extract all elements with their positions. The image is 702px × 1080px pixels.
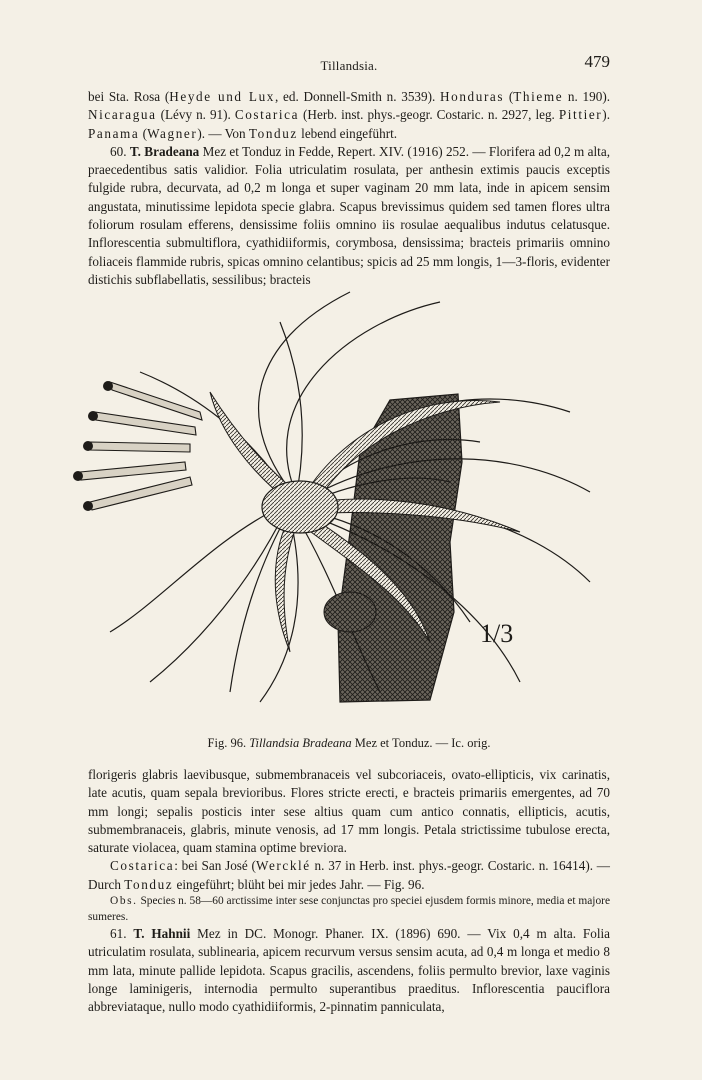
locality-paragraph: Costarica: bei San José (Wercklé n. 37 in Herb. inst. phys.-geogr. Costaric. n. 16414). — Durch Tonduz eingeführt; blüht bei mir jedes Jahr. — Fig. 96. [88,858,610,892]
scale-label: 1/3 [480,619,514,648]
page-header [88,52,610,78]
observation-note: Obs. Species n. 58—60 arctissime inter sese conjunctas pro speciei ejusdem formis minore, media et majore sumeres. [88,895,610,923]
figure-96-illustration [50,282,640,722]
caption-species: Tillandsia Bradeana [249,736,352,750]
running-head: Tillandsia. [320,58,378,73]
page-number: 479 [584,52,610,71]
bracts-flowers-paragraph: florigeris glabris laevibusque, submembranaceis vel subcoriaceis, ovato-ellipticis, vix carinatis, late acutis, quam sepala brevioribus. Flores stricte erecti, e bracteis primariis emergentes, ad 70 mm longi; sepalis posticis inter sese altius quam cum antico connatis, ellipticis, acutis, submembranaceis, glabris, minute venosis, ad 17 mm longis. Petala strictissime tubulose erecta, saturate violacea, quam stamina optime breviora. [88,767,610,856]
bottom-text-block [88,766,610,1017]
species-61-name: T. Hahnii [133,926,191,942]
figure-caption: Fig. 96. Tillandsia Bradeana Mez et Tonduz. — Ic. orig. [207,736,491,750]
top-text-block [88,88,610,289]
distribution-paragraph: bei Sta. Rosa (Heyde und Lux, ed. Donnell-Smith n. 3539). Honduras (Thieme n. 190). Nicaragua (Lévy n. 91). Costarica (Herb. inst. phys.-geogr. Costaric. n. 2927, leg. Pittier). Panama (Wagner). — Von Tonduz lebend eingeführt. [88,89,611,141]
species-60-description: 60. T. Bradeana Mez et Tonduz in Fedde, Repert. XIV. (1916) 252. — Florifera ad 0,2 m alta, praecedentibus satis validior. Folia utriculatim rosulata, per anthesin extimis paucis exceptis fulgide rubra, decurvata, ad 0,2 m longa et super vaginam 20 mm lata, inde in apicem sensim angustata, minutissime lepidota specie glabra. Scapus brevissimus quidem sed tamen flores ultra foliorum rosulam efferens, densissime foliis omnino iis rosulae aequalibus indutus celatusque. Inflorescentia submultiflora, cyathidiiformis, corymbosa, densissima; bracteis primariis omnino foliaceis flammide rubris, spicas omnino celantibus; spicis ad 25 mm longis, 1—3-floris, evidenter distichis subflabellatis, sessilibus; bracteis [88,143,610,287]
tillandsia-drawing [50,282,640,722]
species-61-description: 61. T. Hahnii Mez in DC. Monogr. Phaner. IX. (1896) 690. — Vix 0,4 m alta. Folia utriculatim rosulata, sublinearia, apicem recurvum versus sensim acuta, ad 0,4 m longa et medio 8 mm lata, minute pallide lepidota. Scapus gracilis, ascendens, foliis permulto brevior, laxe vaginis longe laminigeris, internodia permulto superantibus praeditus. Inflorescentia pauciflora abbreviataque, nullo modo cyathidiiformis, 2-pinnatim panniculata, [88,926,611,1015]
species-60-name: T. Bradeana [129,143,200,159]
